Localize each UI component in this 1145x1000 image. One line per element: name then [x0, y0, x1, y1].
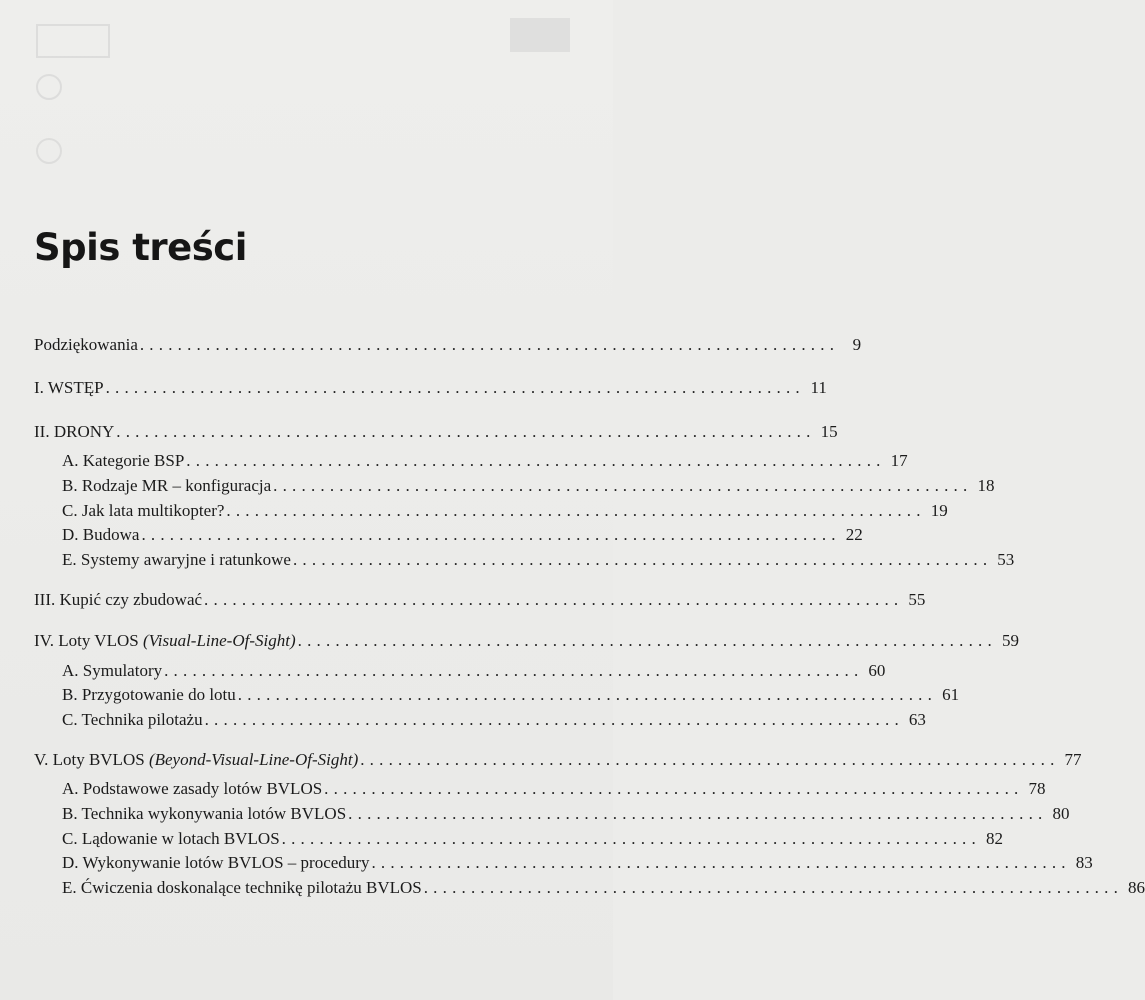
- page-title: Spis treści: [34, 226, 247, 269]
- toc-entry-section: [62, 450, 908, 472]
- dot-leader: ..........................................................................: [105, 378, 805, 397]
- toc-entry-section: [62, 778, 1046, 800]
- toc-entry-text: B. Technika wykonywania lotów BVLOS: [62, 804, 347, 823]
- dot-leader: ..........................................................................: [281, 829, 981, 848]
- dot-leader: ..........................................................................: [423, 878, 1124, 897]
- toc-page-number: 9: [852, 335, 862, 354]
- toc-entry-text: II. DRONY: [34, 422, 115, 441]
- toc-entry-chapter-5: [34, 749, 1082, 771]
- toc-page-number: 18: [977, 476, 995, 495]
- toc-entry-text: Podziękowania: [34, 335, 138, 354]
- toc-entry-text: E. Systemy awaryjne i ratunkowe: [62, 550, 291, 569]
- toc-entry-text: C. Jak lata multikopter?: [62, 501, 225, 520]
- toc-entry-text: III. Kupić czy zbudować: [34, 590, 203, 609]
- toc-entry-plain: V. Loty BVLOS: [34, 750, 149, 769]
- toc-entry-text: C. Technika pilotażu: [62, 710, 203, 729]
- toc-entry-text: B. Przygotowanie do lotu: [62, 685, 236, 704]
- toc-entry-section: [62, 877, 1145, 899]
- toc-page-number: 19: [930, 501, 948, 520]
- toc-page-number: 78: [1028, 779, 1046, 798]
- toc-page-number: 61: [942, 685, 960, 704]
- toc-page-number: 55: [908, 590, 926, 609]
- toc-entry-italic: (Visual-Line-Of-Sight): [142, 631, 296, 650]
- toc-entry-plain: IV. Loty VLOS: [34, 631, 143, 650]
- toc-entry-chapter-4: [34, 630, 1019, 652]
- toc-entry-text: A. Symulatory: [62, 661, 163, 680]
- dot-leader: ..........................................................................: [292, 550, 993, 569]
- toc-page-number: 60: [868, 661, 886, 680]
- toc-page-number: 11: [810, 378, 827, 397]
- toc-entry-text: A. Podstawowe zasady lotów BVLOS: [62, 779, 323, 798]
- dot-leader: ..........................................................................: [164, 661, 864, 680]
- dot-leader: ..........................................................................: [139, 335, 840, 354]
- toc-page-number: 80: [1052, 804, 1070, 823]
- toc-entry-text: C. Lądowanie w lotach BVLOS: [62, 829, 280, 848]
- toc-entry-section: [62, 684, 960, 706]
- toc-page-number: 22: [845, 525, 863, 544]
- toc-page-number: 53: [997, 550, 1015, 569]
- toc-entry-section: [62, 524, 863, 546]
- toc-entry-text: I. WSTĘP: [34, 378, 104, 397]
- toc-entry-chapter-2: [34, 421, 838, 443]
- toc-entry-chapter-1: [34, 377, 827, 399]
- toc-entry-text: B. Rodzaje MR – konfiguracja: [62, 476, 272, 495]
- toc-entry-text: A. Kategorie BSP: [62, 451, 185, 470]
- toc-page-number: 63: [908, 710, 926, 729]
- dot-leader: ..........................................................................: [226, 501, 926, 520]
- toc-entry-section: [62, 475, 995, 497]
- toc-entry-acknowledgements: [34, 334, 862, 356]
- dot-leader: ..........................................................................: [360, 750, 1060, 769]
- toc-entry-text: D. Wykonywanie lotów BVLOS – procedury: [62, 853, 370, 872]
- dot-leader: ..........................................................................: [237, 685, 938, 704]
- dot-leader: ..........................................................................: [324, 779, 1024, 798]
- toc-entry-text: E. Ćwiczenia doskonalące technikę pilotażu BVLOS: [62, 878, 422, 897]
- toc-page-number: 15: [820, 422, 838, 441]
- toc-entry-text: [34, 630, 296, 652]
- dot-leader: ..........................................................................: [297, 631, 997, 650]
- toc-entry-text: D. Budowa: [62, 525, 140, 544]
- dot-leader: ..........................................................................: [116, 422, 816, 441]
- toc-entry-section: [62, 709, 926, 731]
- toc-page-number: 17: [890, 451, 908, 470]
- toc-entry-section: [62, 828, 1003, 850]
- toc-page-number: 77: [1064, 750, 1082, 769]
- toc-page-number: 83: [1075, 853, 1093, 872]
- toc-entry-section: [62, 852, 1093, 874]
- dot-leader: ..........................................................................: [204, 590, 904, 609]
- toc-entry-text: [34, 749, 358, 771]
- toc-page-number: 86: [1128, 878, 1145, 897]
- dot-leader: ..........................................................................: [186, 451, 886, 470]
- dot-leader: ..........................................................................: [348, 804, 1048, 823]
- toc-entry-chapter-3: [34, 589, 926, 611]
- toc-page-number: 59: [1001, 631, 1019, 650]
- dot-leader: ..........................................................................: [273, 476, 973, 495]
- toc-entry-section: [62, 549, 1015, 571]
- toc-entry-section: [62, 500, 948, 522]
- bleed-through-shadow: [30, 18, 600, 168]
- toc-entry-section: [62, 660, 886, 682]
- toc-entry-italic: (Beyond-Visual-Line-Of-Sight): [148, 750, 359, 769]
- dot-leader: ..........................................................................: [371, 853, 1071, 872]
- toc-page-number: 82: [985, 829, 1003, 848]
- dot-leader: ..........................................................................: [204, 710, 904, 729]
- toc-entry-section: [62, 803, 1070, 825]
- dot-leader: ..........................................................................: [141, 525, 841, 544]
